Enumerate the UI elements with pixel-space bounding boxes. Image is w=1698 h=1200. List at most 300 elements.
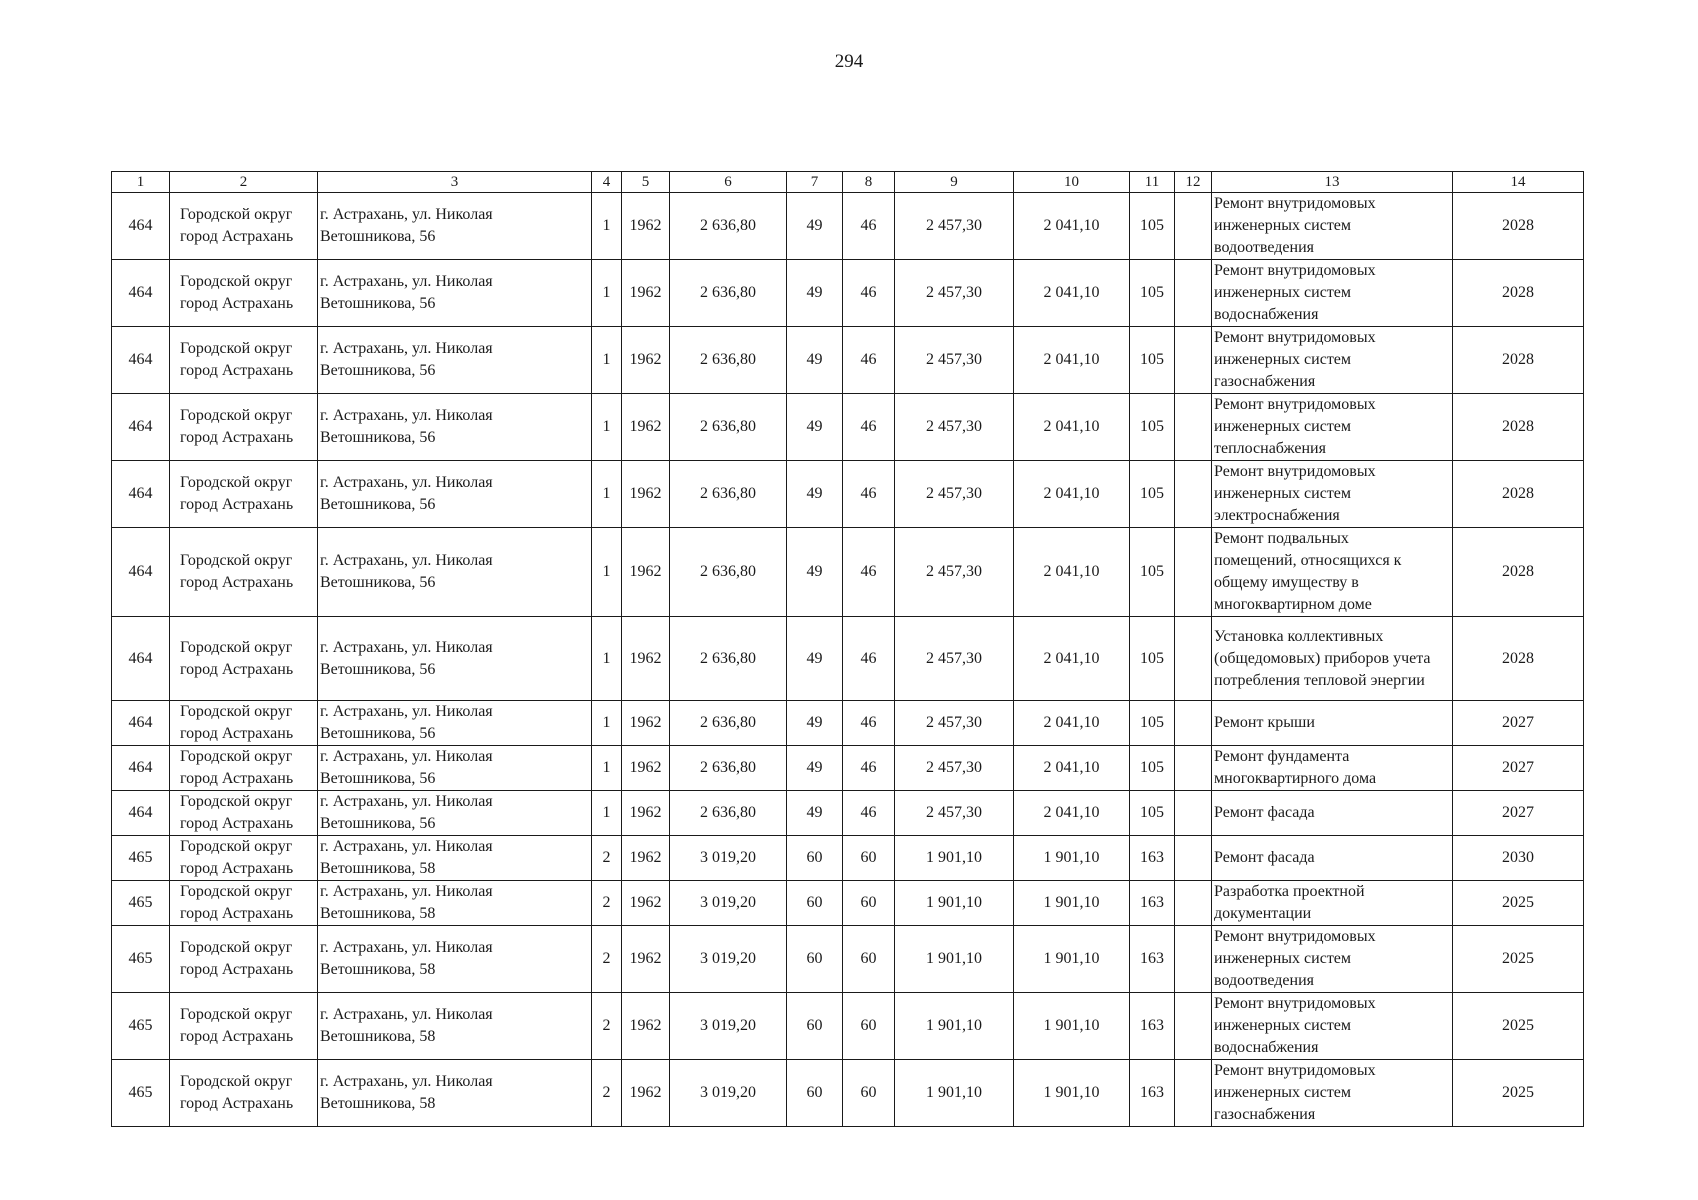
total-area-cell: 3 019,20: [670, 1060, 787, 1127]
col12-cell: [1175, 836, 1212, 881]
planned-year-cell: 2028: [1453, 394, 1584, 461]
work-type-cell: [1212, 193, 1453, 260]
work-type-line: Ремонт внутридомовых: [1214, 396, 1376, 413]
planned-year-cell: 2027: [1453, 791, 1584, 836]
col7-cell: 49: [787, 193, 843, 260]
address-cell: [318, 327, 592, 394]
entrances-cell: 1: [592, 701, 622, 746]
work-type-line: Ремонт фасада: [1214, 849, 1315, 866]
address-line: Ветошникова, 56: [320, 770, 436, 787]
col7-cell: 60: [787, 926, 843, 993]
work-type-cell: [1212, 327, 1453, 394]
municipality-cell: [170, 528, 318, 617]
work-type-line: Ремонт крыши: [1214, 714, 1315, 731]
municipality-line: город Астрахань: [180, 905, 294, 922]
year-cell: 1962: [622, 327, 670, 394]
work-type-cell: [1212, 617, 1453, 701]
table-row: [112, 701, 1584, 746]
address-line: г. Астрахань, ул. Николая: [320, 703, 493, 720]
col12-cell: [1175, 327, 1212, 394]
work-type-line: Ремонт фасада: [1214, 804, 1315, 821]
col8-cell: 46: [843, 617, 895, 701]
col8-cell: 46: [843, 701, 895, 746]
address-line: Ветошникова, 56: [320, 574, 436, 591]
column-number: 2: [170, 172, 318, 193]
table-row: [112, 926, 1584, 993]
municipality-line: Городской округ: [180, 340, 293, 357]
total-area-cell: 2 636,80: [670, 394, 787, 461]
work-type-cell: [1212, 993, 1453, 1060]
municipality-line: город Астрахань: [180, 725, 294, 742]
municipality-line: Городской округ: [180, 474, 293, 491]
municipality-line: город Астрахань: [180, 660, 294, 678]
municipality-cell: [170, 993, 318, 1060]
year-cell: 1962: [622, 461, 670, 528]
work-type-line: Ремонт фундамента: [1214, 748, 1350, 765]
address-line: г. Астрахань, ул. Николая: [320, 474, 493, 491]
row-number-cell: 465: [112, 881, 170, 926]
year-cell: 1962: [622, 746, 670, 791]
table-row: [112, 836, 1584, 881]
col9-area-cell: 2 457,30: [895, 746, 1014, 791]
municipality-line: Городской округ: [180, 883, 293, 900]
col10-area-cell: 2 041,10: [1014, 461, 1130, 528]
address-cell: [318, 746, 592, 791]
residents-cell: 163: [1130, 881, 1175, 926]
year-cell: 1962: [622, 993, 670, 1060]
municipality-line: Городской округ: [180, 206, 293, 223]
row-number-cell: 464: [112, 260, 170, 327]
year-cell: 1962: [622, 394, 670, 461]
row-number-cell: 464: [112, 327, 170, 394]
col10-area-cell: 2 041,10: [1014, 791, 1130, 836]
col9-area-cell: 2 457,30: [895, 193, 1014, 260]
residents-cell: 163: [1130, 836, 1175, 881]
col7-cell: 49: [787, 394, 843, 461]
total-area-cell: 2 636,80: [670, 791, 787, 836]
col12-cell: [1175, 394, 1212, 461]
address-cell: [318, 260, 592, 327]
planned-year-cell: 2025: [1453, 1060, 1584, 1127]
column-number: 11: [1130, 172, 1175, 193]
total-area-cell: 2 636,80: [670, 327, 787, 394]
col10-area-cell: 2 041,10: [1014, 327, 1130, 394]
header-row: [112, 172, 1584, 193]
year-cell: 1962: [622, 926, 670, 993]
col8-cell: 46: [843, 528, 895, 617]
row-number-cell: 465: [112, 926, 170, 993]
residents-cell: 105: [1130, 528, 1175, 617]
work-type-line: общему имуществу в: [1214, 574, 1359, 591]
address-line: Ветошникова, 56: [320, 295, 436, 312]
work-type-line: инженерных систем: [1214, 1084, 1352, 1101]
total-area-cell: 2 636,80: [670, 746, 787, 791]
municipality-cell: [170, 881, 318, 926]
work-type-line: инженерных систем: [1214, 418, 1352, 435]
col9-area-cell: 2 457,30: [895, 617, 1014, 701]
column-number: 12: [1175, 172, 1212, 193]
planned-year-cell: 2027: [1453, 701, 1584, 746]
column-number: 6: [670, 172, 787, 193]
entrances-cell: 1: [592, 617, 622, 701]
entrances-cell: 2: [592, 926, 622, 993]
table-row: [112, 881, 1584, 926]
col8-cell: 46: [843, 193, 895, 260]
row-number-cell: 464: [112, 791, 170, 836]
address-line: г. Астрахань, ул. Николая: [320, 1073, 493, 1090]
col9-area-cell: 2 457,30: [895, 461, 1014, 528]
municipality-cell: [170, 926, 318, 993]
work-type-line: Ремонт внутридомовых: [1214, 463, 1376, 480]
work-type-line: Ремонт внутридомовых: [1214, 1062, 1376, 1079]
entrances-cell: 1: [592, 746, 622, 791]
address-line: Ветошникова, 56: [320, 496, 436, 513]
table-row: [112, 746, 1584, 791]
residents-cell: 105: [1130, 260, 1175, 327]
work-type-cell: [1212, 881, 1453, 926]
table-row: [112, 327, 1584, 394]
col7-cell: 49: [787, 528, 843, 617]
column-number: 4: [592, 172, 622, 193]
total-area-cell: 2 636,80: [670, 461, 787, 528]
col10-area-cell: 1 901,10: [1014, 993, 1130, 1060]
municipality-line: Городской округ: [180, 703, 293, 720]
work-type-line: Ремонт внутридомовых: [1214, 928, 1376, 945]
col9-area-cell: 1 901,10: [895, 881, 1014, 926]
row-number-cell: 464: [112, 461, 170, 528]
col10-area-cell: 2 041,10: [1014, 701, 1130, 746]
planned-year-cell: 2028: [1453, 528, 1584, 617]
col7-cell: 49: [787, 461, 843, 528]
address-line: Ветошникова, 56: [320, 660, 436, 678]
entrances-cell: 1: [592, 791, 622, 836]
table-row: [112, 993, 1584, 1060]
municipality-line: город Астрахань: [180, 1095, 294, 1112]
table-row: [112, 1060, 1584, 1127]
total-area-cell: 2 636,80: [670, 528, 787, 617]
column-number: 1: [112, 172, 170, 193]
col12-cell: [1175, 993, 1212, 1060]
col9-area-cell: 2 457,30: [895, 260, 1014, 327]
col12-cell: [1175, 461, 1212, 528]
row-number-cell: 464: [112, 746, 170, 791]
column-number: 13: [1212, 172, 1453, 193]
col9-area-cell: 2 457,30: [895, 791, 1014, 836]
row-number-cell: 465: [112, 1060, 170, 1127]
col7-cell: 49: [787, 701, 843, 746]
work-type-line: документации: [1214, 905, 1312, 922]
total-area-cell: 3 019,20: [670, 881, 787, 926]
col7-cell: 49: [787, 746, 843, 791]
address-line: г. Астрахань, ул. Николая: [320, 883, 493, 900]
residents-cell: 163: [1130, 993, 1175, 1060]
work-type-line: инженерных систем: [1214, 351, 1352, 368]
col8-cell: 60: [843, 836, 895, 881]
residents-cell: 163: [1130, 1060, 1175, 1127]
col12-cell: [1175, 260, 1212, 327]
total-area-cell: 3 019,20: [670, 926, 787, 993]
work-type-cell: [1212, 926, 1453, 993]
work-type-line: инженерных систем: [1214, 284, 1352, 301]
address-line: г. Астрахань, ул. Николая: [320, 407, 493, 424]
col9-area-cell: 2 457,30: [895, 394, 1014, 461]
col12-cell: [1175, 528, 1212, 617]
col9-area-cell: 1 901,10: [895, 1060, 1014, 1127]
col7-cell: 60: [787, 1060, 843, 1127]
col12-cell: [1175, 746, 1212, 791]
work-type-line: водоснабжения: [1214, 1039, 1319, 1056]
year-cell: 1962: [622, 193, 670, 260]
col12-cell: [1175, 1060, 1212, 1127]
municipality-cell: [170, 193, 318, 260]
address-cell: [318, 701, 592, 746]
col8-cell: 60: [843, 1060, 895, 1127]
residents-cell: 163: [1130, 926, 1175, 993]
col7-cell: 60: [787, 836, 843, 881]
address-line: Ветошникова, 58: [320, 1095, 436, 1112]
work-type-cell: [1212, 791, 1453, 836]
municipality-line: город Астрахань: [180, 362, 294, 379]
address-cell: [318, 528, 592, 617]
year-cell: 1962: [622, 701, 670, 746]
year-cell: 1962: [622, 617, 670, 701]
municipality-line: Городской округ: [180, 1006, 293, 1023]
col9-area-cell: 1 901,10: [895, 926, 1014, 993]
municipality-line: Городской округ: [180, 939, 293, 956]
planned-year-cell: 2025: [1453, 881, 1584, 926]
entrances-cell: 2: [592, 993, 622, 1060]
work-type-line: Установка коллективных: [1214, 627, 1384, 645]
planned-year-cell: 2025: [1453, 993, 1584, 1060]
municipality-line: Городской округ: [180, 552, 293, 569]
work-type-cell: [1212, 701, 1453, 746]
address-line: Ветошникова, 58: [320, 905, 436, 922]
residents-cell: 105: [1130, 746, 1175, 791]
column-number: 5: [622, 172, 670, 193]
planned-year-cell: 2028: [1453, 461, 1584, 528]
table-row: [112, 791, 1584, 836]
col10-area-cell: 2 041,10: [1014, 193, 1130, 260]
work-type-line: Разработка проектной: [1214, 883, 1365, 900]
total-area-cell: 2 636,80: [670, 260, 787, 327]
col10-area-cell: 2 041,10: [1014, 394, 1130, 461]
total-area-cell: 3 019,20: [670, 993, 787, 1060]
municipality-line: Городской округ: [180, 407, 293, 424]
entrances-cell: 1: [592, 528, 622, 617]
municipality-line: город Астрахань: [180, 574, 294, 591]
work-type-line: водоотведения: [1214, 972, 1314, 989]
municipality-line: город Астрахань: [180, 228, 294, 245]
work-type-line: Ремонт внутридомовых: [1214, 262, 1376, 279]
column-number: 10: [1014, 172, 1130, 193]
work-type-line: многоквартирном доме: [1214, 596, 1372, 613]
entrances-cell: 1: [592, 394, 622, 461]
work-type-line: водоснабжения: [1214, 306, 1319, 323]
col10-area-cell: 1 901,10: [1014, 926, 1130, 993]
column-number: 3: [318, 172, 592, 193]
municipality-line: город Астрахань: [180, 860, 294, 877]
municipality-line: город Астрахань: [180, 1028, 294, 1045]
municipality-cell: [170, 617, 318, 701]
address-cell: [318, 836, 592, 881]
col12-cell: [1175, 926, 1212, 993]
address-line: Ветошникова, 58: [320, 961, 436, 978]
col8-cell: 46: [843, 746, 895, 791]
col7-cell: 60: [787, 881, 843, 926]
address-cell: [318, 394, 592, 461]
address-line: г. Астрахань, ул. Николая: [320, 206, 493, 223]
address-cell: [318, 791, 592, 836]
col7-cell: 49: [787, 327, 843, 394]
municipality-cell: [170, 394, 318, 461]
col12-cell: [1175, 701, 1212, 746]
address-line: Ветошникова, 56: [320, 815, 436, 832]
municipality-line: Городской округ: [180, 273, 293, 290]
work-type-cell: [1212, 1060, 1453, 1127]
planned-year-cell: 2028: [1453, 260, 1584, 327]
address-line: г. Астрахань, ул. Николая: [320, 939, 493, 956]
address-cell: [318, 926, 592, 993]
planned-year-cell: 2028: [1453, 617, 1584, 701]
col9-area-cell: 1 901,10: [895, 836, 1014, 881]
work-type-line: газоснабжения: [1214, 373, 1316, 390]
col8-cell: 46: [843, 791, 895, 836]
row-number-cell: 464: [112, 193, 170, 260]
work-type-line: Ремонт внутридомовых: [1214, 995, 1376, 1012]
col7-cell: 49: [787, 260, 843, 327]
work-type-line: потребления тепловой энергии: [1214, 671, 1425, 689]
entrances-cell: 2: [592, 836, 622, 881]
municipality-line: город Астрахань: [180, 429, 294, 446]
work-type-cell: [1212, 461, 1453, 528]
col10-area-cell: 1 901,10: [1014, 1060, 1130, 1127]
col8-cell: 46: [843, 461, 895, 528]
work-type-cell: [1212, 260, 1453, 327]
work-type-line: многоквартирного дома: [1214, 770, 1377, 787]
work-type-cell: [1212, 394, 1453, 461]
col8-cell: 60: [843, 993, 895, 1060]
work-type-cell: [1212, 836, 1453, 881]
col9-area-cell: 1 901,10: [895, 993, 1014, 1060]
row-number-cell: 464: [112, 617, 170, 701]
municipality-cell: [170, 461, 318, 528]
planned-year-cell: 2028: [1453, 193, 1584, 260]
address-line: г. Астрахань, ул. Николая: [320, 838, 493, 855]
table-row: [112, 260, 1584, 327]
work-type-line: инженерных систем: [1214, 1017, 1352, 1034]
column-number: 7: [787, 172, 843, 193]
work-type-line: Ремонт внутридомовых: [1214, 329, 1376, 346]
year-cell: 1962: [622, 1060, 670, 1127]
total-area-cell: 2 636,80: [670, 617, 787, 701]
column-number: 8: [843, 172, 895, 193]
entrances-cell: 1: [592, 461, 622, 528]
work-type-cell: [1212, 528, 1453, 617]
address-line: г. Астрахань, ул. Николая: [320, 340, 493, 357]
year-cell: 1962: [622, 836, 670, 881]
municipality-cell: [170, 260, 318, 327]
registry-table: [111, 171, 1584, 1127]
address-line: г. Астрахань, ул. Николая: [320, 1006, 493, 1023]
residents-cell: 105: [1130, 461, 1175, 528]
municipality-line: Городской округ: [180, 1073, 293, 1090]
residents-cell: 105: [1130, 394, 1175, 461]
col8-cell: 46: [843, 327, 895, 394]
address-line: Ветошникова, 56: [320, 228, 436, 245]
row-number-cell: 464: [112, 528, 170, 617]
entrances-cell: 1: [592, 260, 622, 327]
work-type-line: инженерных систем: [1214, 950, 1352, 967]
col8-cell: 46: [843, 394, 895, 461]
residents-cell: 105: [1130, 193, 1175, 260]
col7-cell: 49: [787, 617, 843, 701]
entrances-cell: 2: [592, 881, 622, 926]
planned-year-cell: 2027: [1453, 746, 1584, 791]
address-cell: [318, 1060, 592, 1127]
work-type-line: Ремонт внутридомовых: [1214, 195, 1376, 212]
total-area-cell: 2 636,80: [670, 701, 787, 746]
address-cell: [318, 461, 592, 528]
municipality-line: город Астрахань: [180, 295, 294, 312]
column-number: 9: [895, 172, 1014, 193]
residents-cell: 105: [1130, 617, 1175, 701]
work-type-line: помещений, относящихся к: [1214, 552, 1402, 569]
col10-area-cell: 2 041,10: [1014, 528, 1130, 617]
municipality-cell: [170, 1060, 318, 1127]
municipality-line: город Астрахань: [180, 815, 294, 832]
table-row: [112, 394, 1584, 461]
address-cell: [318, 993, 592, 1060]
work-type-line: инженерных систем: [1214, 485, 1352, 502]
table-row: [112, 528, 1584, 617]
year-cell: 1962: [622, 791, 670, 836]
address-line: г. Астрахань, ул. Николая: [320, 638, 493, 656]
col9-area-cell: 2 457,30: [895, 701, 1014, 746]
entrances-cell: 2: [592, 1060, 622, 1127]
municipality-cell: [170, 701, 318, 746]
municipality-line: город Астрахань: [180, 961, 294, 978]
municipality-cell: [170, 836, 318, 881]
col7-cell: 49: [787, 791, 843, 836]
planned-year-cell: 2028: [1453, 327, 1584, 394]
entrances-cell: 1: [592, 193, 622, 260]
address-line: Ветошникова, 58: [320, 860, 436, 877]
table-row: [112, 193, 1584, 260]
address-line: г. Астрахань, ул. Николая: [320, 793, 493, 810]
municipality-line: Городской округ: [180, 638, 293, 656]
year-cell: 1962: [622, 260, 670, 327]
municipality-line: город Астрахань: [180, 496, 294, 513]
total-area-cell: 3 019,20: [670, 836, 787, 881]
col9-area-cell: 2 457,30: [895, 327, 1014, 394]
address-line: г. Астрахань, ул. Николая: [320, 552, 493, 569]
total-area-cell: 2 636,80: [670, 193, 787, 260]
municipality-line: Городской округ: [180, 793, 293, 810]
address-line: Ветошникова, 56: [320, 429, 436, 446]
row-number-cell: 465: [112, 993, 170, 1060]
column-number: 14: [1453, 172, 1584, 193]
address-cell: [318, 193, 592, 260]
address-cell: [318, 617, 592, 701]
col7-cell: 60: [787, 993, 843, 1060]
row-number-cell: 464: [112, 394, 170, 461]
row-number-cell: 464: [112, 701, 170, 746]
col12-cell: [1175, 881, 1212, 926]
address-line: Ветошникова, 56: [320, 362, 436, 379]
residents-cell: 105: [1130, 791, 1175, 836]
year-cell: 1962: [622, 881, 670, 926]
entrances-cell: 1: [592, 327, 622, 394]
